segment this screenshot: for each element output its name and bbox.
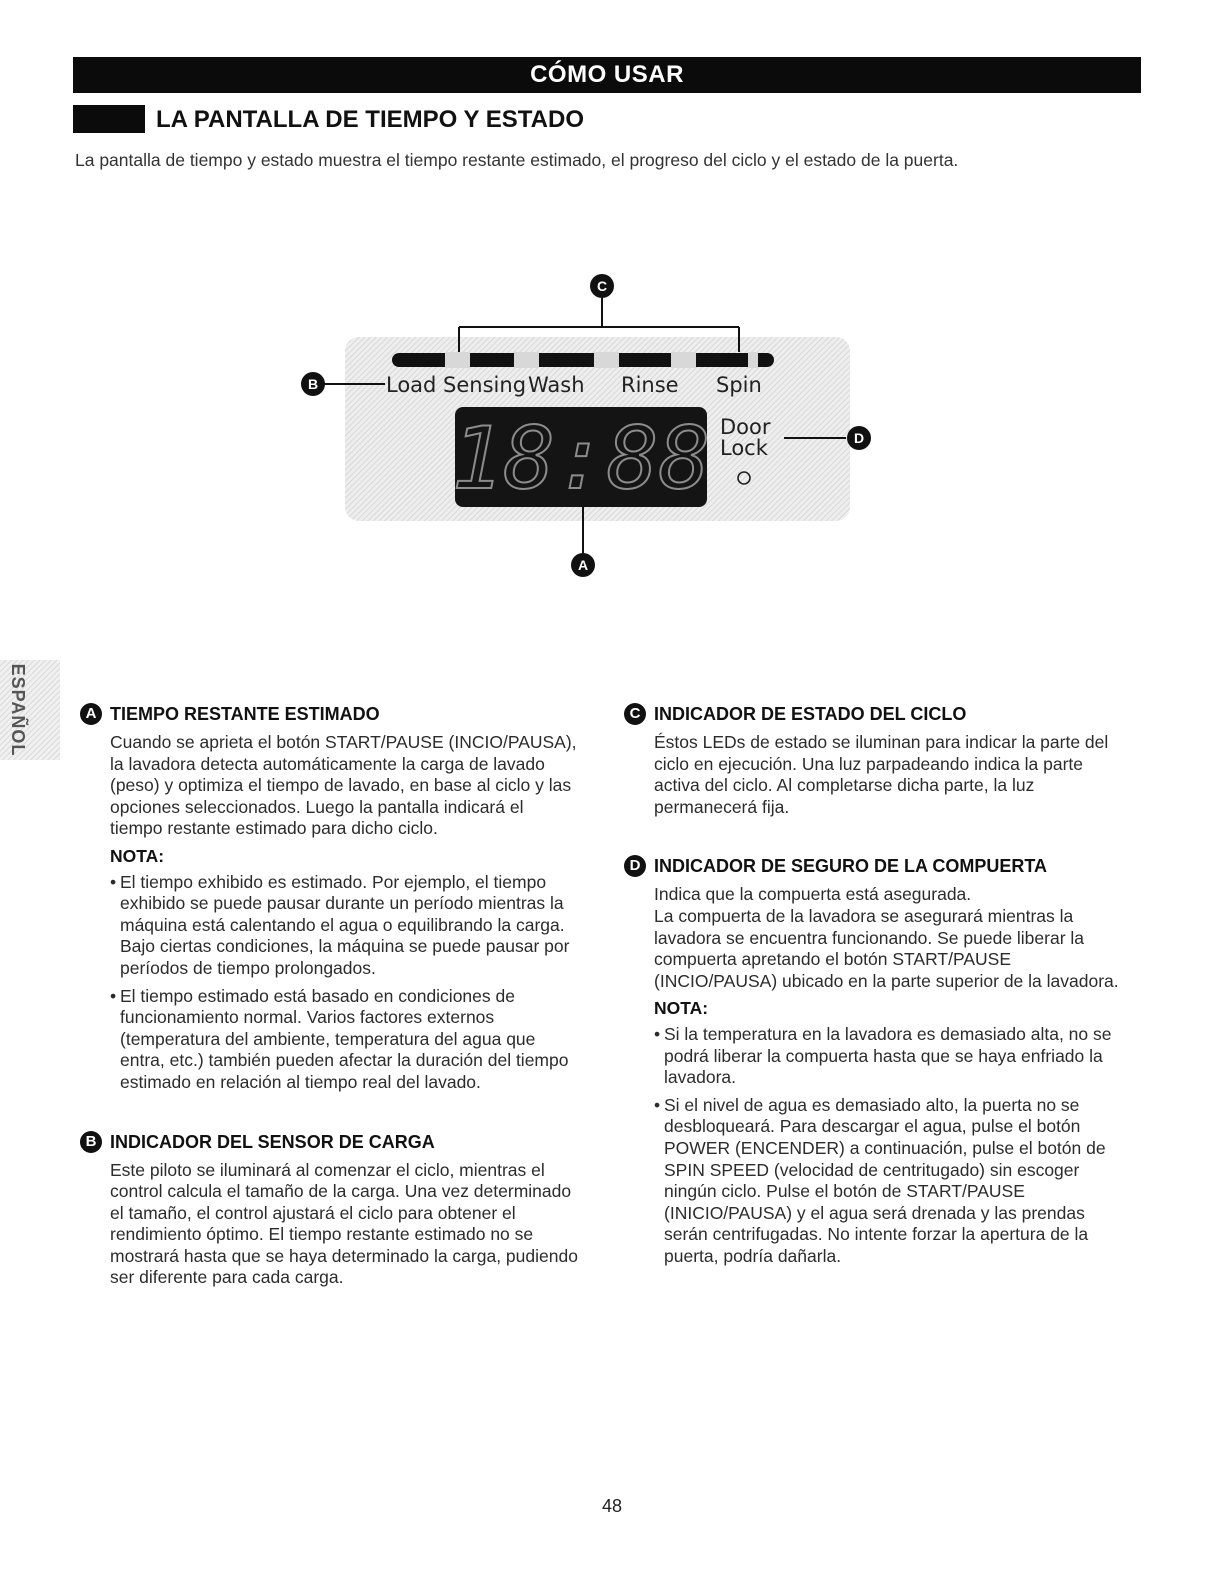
left-column: [80, 700, 580, 1289]
time-display-digits: 18:88: [451, 409, 711, 509]
page-number: 48: [601, 1496, 623, 1516]
callout-badge-a: [571, 553, 595, 577]
item-d: [624, 852, 1124, 1267]
language-side-tab: [0, 660, 60, 760]
door-lock-label-line1: Door: [720, 415, 771, 439]
callout-badge-c: [590, 274, 614, 298]
header-banner: CÓMO USAR: [73, 57, 1141, 93]
item-a: [80, 700, 580, 1094]
item-d-body-1: Indica que la compuerta está asegurada.: [654, 884, 972, 905]
item-a-bullet-2: • El tiempo estimado está basado en condiciones de funcionamiento normal. Varios factores externos (temperatura del ambiente, temperatura del agua que entra, etc.) también pueden afectar la duración del tiempo estimado en relación al tiempo real del lavado.: [110, 986, 580, 1094]
display-diagram: [0, 0, 1224, 660]
stage-label-rinse: Rinse: [621, 373, 679, 397]
item-d-title: INDICADOR DE SEGURO DE LA COMPUERTA: [654, 856, 1048, 877]
svg-text:D: D: [853, 430, 865, 446]
item-b-title: INDICADOR DEL SENSOR DE CARGA: [110, 1131, 435, 1152]
item-d-bullet-2: • Si el nivel de agua es demasiado alto, la puerta no se desbloqueará. Para descargar el agua, pulse el botón POWER (ENCENDER) a continuación, pulse el botón de SPIN SPEED (velocidad de centritugado) sin escoger ningún ciclo. Pulse el botón de START/PAUSE (INICIO/PAUSA) y el agua será drenada y las prendas serán centrifugadas. No intente forzar la apertura de la puerta, podría dañarla.: [654, 1095, 1124, 1268]
item-a-title: TIEMPO RESTANTE ESTIMADO: [110, 704, 380, 724]
item-d-body-2: La compuerta de la lavadora se asegurará mientras la lavadora se encuentra funcionando. Se puede liberar la compuerta apretando el botón START/PAUSE (INCIO/PAUSA) ubicado en la parte superior de la lavadora.: [654, 905, 1119, 991]
item-c-badge: C: [624, 703, 646, 725]
stage-label-load-sensing: Load Sensing: [386, 373, 527, 397]
stage-label-spin: Spin: [716, 373, 762, 397]
item-c-body: Éstos LEDs de estado se iluminan para indicar la parte del ciclo en ejecución. Una luz parpadeando indica la parte activa del ciclo. Al completarse dicha parte, la luz permanecerá fija.: [654, 732, 1109, 817]
item-b-body: Este piloto se iluminará al comenzar el ciclo, mientras el control calcula el tamaño de la carga. Una vez determinado el tamaño, el control ajustará el ciclo para obtener el rendimiento óptimo. El tiempo restante estimado no se mostrará hasta que se haya determinado la carga, pudiendo ser diferente para cada carga.: [110, 1159, 578, 1288]
item-a-bullet-1: • El tiempo exhibido es estimado. Por ejemplo, el tiempo exhibido se puede pausar durante un período mientras la máquina está calentando el agua o equilibrando la carga. Bajo ciertas condiciones, la máquina se puede pausar por períodos de tiempo prolongados.: [110, 872, 580, 980]
svg-text:A: A: [577, 557, 589, 573]
right-column: [624, 700, 1124, 1273]
door-lock-label-line2: Lock: [720, 436, 768, 460]
item-a-body: Cuando se aprieta el botón START/PAUSE (INCIO/PAUSA), la lavadora detecta automáticamente la carga de lavado (peso) y optimiza el tiempo de lavado, en base al ciclo y las opciones seleccionados. Luego la pantalla indicará el tiempo restante estimado para dicho ciclo.: [110, 732, 577, 839]
language-side-tab-label: ESPAÑOL: [8, 663, 28, 757]
section-title: LA PANTALLA DE TIEMPO Y ESTADO: [156, 106, 585, 133]
item-d-badge: D: [624, 855, 646, 877]
item-d-nota: NOTA:: [654, 998, 709, 1019]
item-a-badge: A: [80, 703, 102, 725]
callout-badge-b: [301, 372, 325, 396]
item-d-bullet-1: • Si la temperatura en la lavadora es demasiado alta, no se podrá liberar la compuerta hasta que se haya enfriado la lavadora.: [654, 1024, 1124, 1089]
item-a-nota: NOTA:: [110, 845, 165, 866]
svg-text:B: B: [307, 376, 319, 392]
item-c-title: INDICADOR DE ESTADO DEL CICLO: [654, 704, 967, 724]
item-b-badge: B: [80, 1131, 102, 1153]
callout-badge-d: [847, 426, 871, 450]
status-led-strip: [392, 352, 774, 368]
section-intro: La pantalla de tiempo y estado muestra el tiempo restante estimado, el progreso del ciclo y el estado de la puerta.: [75, 150, 959, 170]
item-c: [624, 700, 1124, 818]
item-b: [80, 1128, 580, 1290]
stage-label-wash: Wash: [528, 373, 585, 397]
svg-text:C: C: [596, 278, 608, 294]
